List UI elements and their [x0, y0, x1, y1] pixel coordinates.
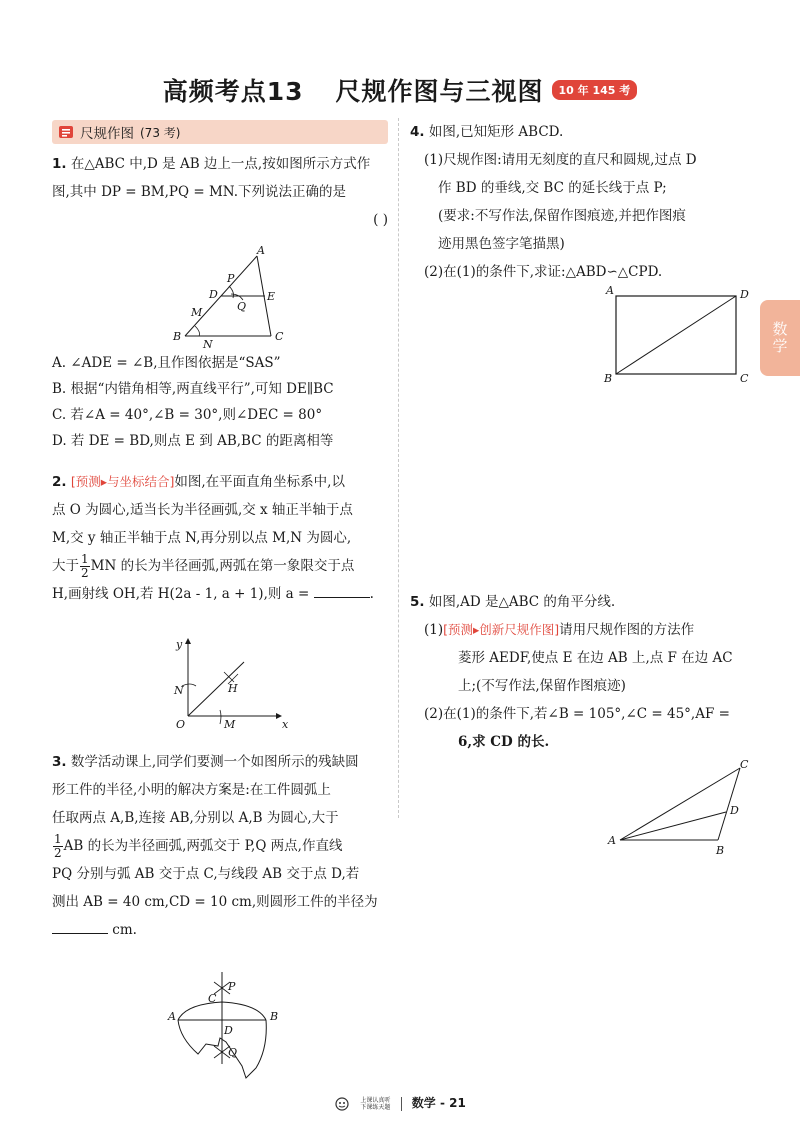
subject-side-tab[interactable]: 数学 [760, 300, 800, 376]
label-D: D [730, 804, 739, 817]
fraction-half: $\frac{1}{2}$ [54, 832, 62, 860]
label-B: B [604, 372, 613, 385]
q5-text-line: 6,求 CD 的长. [458, 734, 550, 750]
label-D: D [224, 1024, 233, 1037]
section-header [52, 120, 388, 144]
q1-text-line: 在△ABC 中,D 是 AB 边上一点,按如图所示方式作 [70, 156, 371, 172]
q1-text-line: 图,其中 DP = BM,PQ = MN.下列说法正确的是 [52, 184, 347, 200]
axis-x-label: x [282, 718, 288, 731]
q4-text-line: 迹用黑色签字笔描黑) [438, 236, 565, 252]
q2-text-line: 大于 [52, 558, 79, 574]
option-c[interactable]: C. 若∠A = 40°,∠B = 30°,则∠DEC = 80° [52, 407, 323, 423]
footer-separator [401, 1097, 402, 1111]
q1-options [52, 350, 392, 454]
label-A: A [608, 834, 616, 847]
option-d[interactable]: D. 若 DE = BD,则点 E 到 AB,BC 的距离相等 [52, 433, 334, 449]
label-B: B [716, 844, 725, 856]
q1-triangle-figure [165, 244, 295, 350]
q2-text-line: 点 O 为圆心,适当长为半径画弧,交 x 轴正半轴于点 [52, 502, 353, 518]
label-O: O [176, 718, 186, 731]
label-C: C [208, 992, 217, 1005]
q5-text-line: 上;(不写作法,保留作图痕迹) [458, 678, 626, 694]
q5-text-line: 如图,AD 是△ABC 的角平分线. [428, 594, 616, 610]
answer-blank[interactable] [52, 919, 108, 934]
question-4 [410, 118, 760, 286]
q3-text-line: AB 的长为半径画弧,两弧交于 P,Q 两点,作直线 [63, 838, 343, 854]
label-C: C [740, 758, 749, 771]
q3-text-line: 数学活动课上,同学们要测一个如图所示的残缺圆 [70, 754, 359, 770]
option-a[interactable]: A. ∠ADE = ∠B,且作图依据是“SAS” [52, 355, 281, 371]
label-A: A [606, 284, 614, 297]
q5-text-line: 请用尺规作图的方法作 [559, 622, 695, 638]
label-C: C [740, 372, 749, 385]
q3-text-line: 任取两点 A,B,连接 AB,分别以 A,B 为圆心,大于 [52, 810, 339, 826]
title-main: 尺规作图与三视图 [335, 77, 544, 106]
q5-text-line: 菱形 AEDF,使点 E 在边 AB 上,点 F 在边 AC [458, 650, 733, 666]
label-B: B [270, 1010, 279, 1023]
label-D: D [740, 288, 749, 301]
question-1 [52, 150, 392, 234]
exam-count-badge: 10 年 145 考 [552, 80, 638, 100]
page-footer [0, 1094, 800, 1112]
label-B: B [173, 330, 182, 343]
section-title: 尺规作图 [80, 126, 134, 142]
axis-y-label: y [176, 638, 183, 651]
question-number: 3. [52, 754, 67, 770]
q5-triangle-figure [606, 756, 756, 856]
q4-text-line: 如图,已知矩形 ABCD. [428, 124, 564, 140]
book-icon [58, 124, 74, 140]
q3-broken-circle-figure [166, 968, 286, 1086]
q4-text-line: (2)在(1)的条件下,求证:△ABD∽△CPD. [424, 264, 663, 280]
page-number: 数学 - 21 [411, 1096, 466, 1110]
prediction-tag: [预测▸创新尺规作图] [443, 622, 560, 637]
answer-paren: ( ) [373, 212, 388, 228]
section-count: (73 考) [140, 125, 181, 140]
title-prefix: 高频考点13 [162, 77, 304, 106]
label-C: C [275, 330, 284, 343]
q4-text-line: (要求:不写作法,保留作图痕迹,并把作图痕 [438, 208, 686, 224]
prediction-tag: [预测▸与坐标结合] [70, 474, 175, 489]
q5-text-line: (2)在(1)的条件下,若∠B = 105°,∠C = 45°,AF = [424, 706, 730, 722]
label-D: D [209, 288, 218, 301]
question-number: 1. [52, 156, 67, 172]
q4-text-line: 作 BD 的垂线,交 BC 的延长线于点 P; [438, 180, 667, 196]
label-M: M [191, 306, 203, 319]
q2-text-line: H,画射线 OH,若 H(2a - 1, a + 1),则 a = [52, 586, 310, 602]
mascot-logo-icon [334, 1096, 356, 1112]
q2-coordinate-figure [168, 636, 288, 734]
column-divider [398, 118, 399, 818]
label-A: A [257, 244, 265, 257]
page-title [0, 72, 800, 108]
label-N: N [174, 684, 184, 697]
q2-text-line: M,交 y 轴正半轴于点 N,再分别以点 M,N 为圆心, [52, 530, 352, 546]
label-Q: Q [237, 300, 247, 313]
question-number: 5. [410, 594, 425, 610]
footer-slogan: 上课认真听 下课练天题 [360, 1096, 391, 1111]
q3-text-line: PQ 分别与弧 AB 交于点 C,与线段 AB 交于点 D,若 [52, 866, 360, 882]
q2-text-line: MN 的长为半径画弧,两弧在第一象限交于点 [90, 558, 355, 574]
fraction-half: $\frac{1}{2}$ [81, 552, 89, 580]
q4-text-line: (1)尺规作图:请用无刻度的直尺和圆规,过点 D [424, 152, 697, 168]
question-number: 4. [410, 124, 425, 140]
question-3: 3. 数学活动课上,同学们要测一个如图所示的残缺圆 形工件的半径,小明的解决方案是:在工件圆弧上 任取两点 A,B,连接 AB,分别以 A,B 为圆心,大于 $\frac{1}{2}$ AB 的长为半径画弧,两弧交于 P,Q 两点,作直线 PQ 分别与弧 AB 交于点 C,与线段 AB 交于点 D,若 测出 AB = 40 cm,CD = 10 cm,则圆形工件的半径为 cm. [52, 748, 392, 944]
option-b[interactable]: B. 根据“内错角相等,两直线平行”,可知 DE∥BC [52, 381, 334, 397]
label-H: H [228, 682, 238, 695]
label-N: N [203, 338, 213, 350]
label-P: P [228, 980, 236, 993]
q2-text-line: 如图,在平面直角坐标系中,以 [174, 474, 345, 490]
label-E: E [267, 290, 276, 303]
question-2: 2. [预测▸与坐标结合]如图,在平面直角坐标系中,以 点 O 为圆心,适当长为半径画弧,交 x 轴正半轴于点 M,交 y 轴正半轴于点 N,再分别以点 M,N 为圆心, 大于 $\frac{1}{2}$ MN 的长为半径画弧,两弧在第一象限交于点 H,画射线 OH,若 H(2a - 1, a + 1),则 a = . [52, 468, 392, 608]
question-number: 2. [52, 474, 67, 490]
label-M: M [224, 718, 236, 731]
label-P: P [227, 272, 235, 285]
answer-blank[interactable] [314, 583, 370, 598]
q3-text-line: 测出 AB = 40 cm,CD = 10 cm,则圆形工件的半径为 [52, 894, 378, 910]
q4-rectangle-figure [600, 282, 760, 386]
question-5: 5. 如图,AD 是△ABC 的角平分线. (1)[预测▸创新尺规作图]请用尺规作图的方法作 菱形 AEDF,使点 E 在边 AB 上,点 F 在边 AC 上;(不写作法,保留作图痕迹) (2)在(1)的条件下,若∠B = 105°,∠C = 45°,AF = 6,求 CD 的长. [410, 588, 760, 756]
label-Q: Q [228, 1046, 238, 1059]
label-A: A [168, 1010, 176, 1023]
q3-text-line: 形工件的半径,小明的解决方案是:在工件圆弧上 [52, 782, 331, 798]
